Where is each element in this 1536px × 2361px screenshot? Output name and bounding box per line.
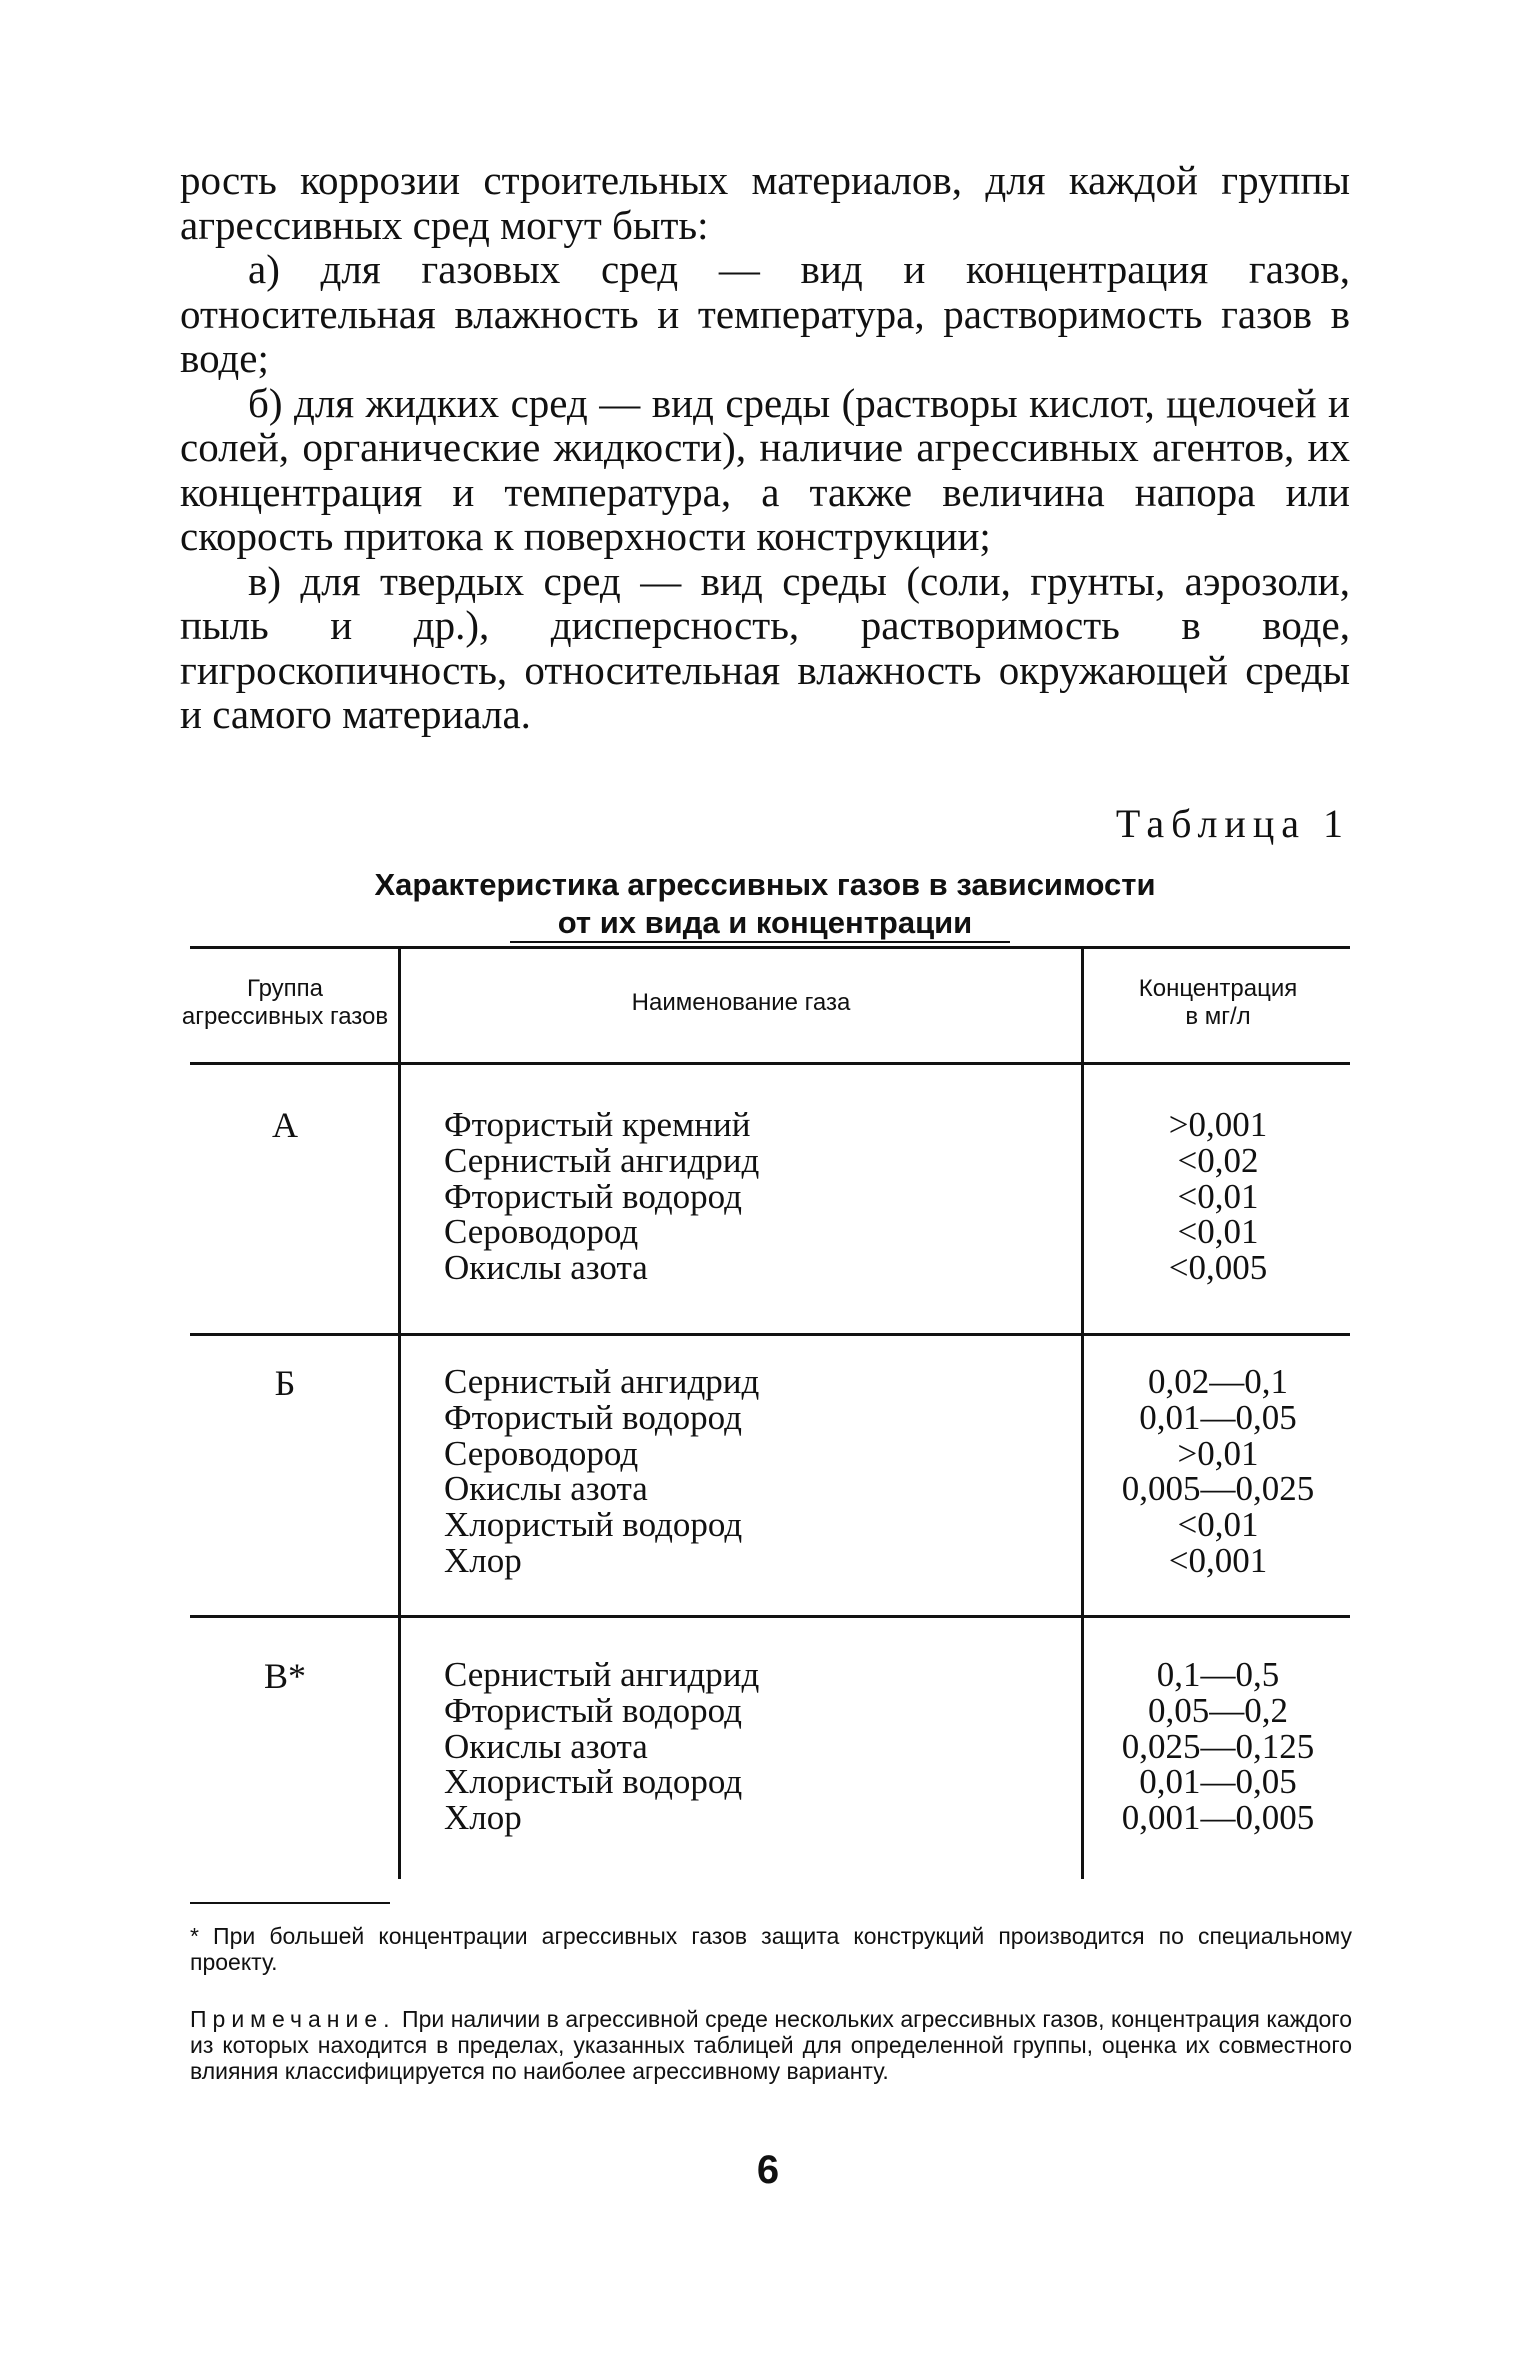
concentration-value: 0,001—0,005 <box>1121 1798 1315 1838</box>
note-label: Примечание. <box>190 2006 396 2032</box>
concentration-value: <0,001 <box>1168 1540 1268 1580</box>
concentration-value: 0,1—0,5 <box>1156 1655 1280 1694</box>
header-conc-line: Концентрация <box>1138 975 1298 1002</box>
table-title-line: Характеристика агрессивных газов в зависимости <box>374 867 1156 902</box>
concentration-value: >0,01 <box>1177 1433 1259 1473</box>
table-title <box>180 866 1350 942</box>
concentration-list <box>1086 1107 1350 1286</box>
concentration-value: 0,02—0,1 <box>1148 1362 1288 1401</box>
concentration-value: 0,025—0,125 <box>1121 1726 1315 1766</box>
gas-name: Сернистый ангидрид <box>444 1655 760 1694</box>
group-label: Б <box>274 1363 296 1403</box>
gas-name: Окислы азота <box>444 1726 648 1766</box>
table-top-rule <box>190 946 1350 949</box>
concentration-value: <0,01 <box>1177 1505 1259 1545</box>
group-label: В* <box>263 1656 306 1696</box>
note <box>190 2006 1352 2084</box>
group-divider <box>190 1333 1350 1336</box>
body-text <box>180 158 1350 737</box>
group-label: А <box>272 1105 298 1145</box>
title-underline <box>510 941 1010 943</box>
header-group: Группа агрессивных газов <box>181 975 389 1030</box>
gas-name: Хлористый водород <box>444 1505 743 1545</box>
concentration-value: <0,02 <box>1177 1140 1259 1180</box>
concentration-value: <0,01 <box>1177 1176 1259 1216</box>
gas-name: Фтористый кремний <box>444 1105 751 1144</box>
header-bottom-rule <box>190 1062 1350 1065</box>
concentration-value: 0,01—0,05 <box>1139 1762 1297 1802</box>
column-rule-left <box>398 947 401 1879</box>
concentration-value: <0,01 <box>1177 1212 1259 1252</box>
gas-name: Окислы азота <box>444 1248 648 1288</box>
gas-list <box>444 1107 759 1286</box>
gas-name: Хлористый водород <box>444 1762 743 1802</box>
footnote: * При большей концентрации агрессивных газов защита конструкций производится по специальному проекту. <box>190 1923 1352 1975</box>
table-title-line: от их вида и концентрации <box>557 905 973 940</box>
body-paragraph: а) для газовых сред — вид и концентрация газов, относительная влажность и температура, растворимость газов в воде; <box>180 246 1350 381</box>
gas-name: Хлор <box>444 1798 522 1838</box>
concentration-value: >0,001 <box>1168 1105 1268 1144</box>
note-text: При наличии в агрессивной среде нескольких агрессивных газов, концентрация каждого из которых находится в пределах, указанных таблицей для определенной группы, оценка их совместного влияния классифицируется по наиболее агрессивному варианту. <box>190 2006 1352 2084</box>
header-concentration <box>1086 975 1350 1031</box>
concentration-list <box>1086 1364 1350 1579</box>
body-paragraph: б) для жидких сред — вид среды (растворы кислот, щелочей и солей, органические жидкости), наличие агрессивных агентов, их концентрация и температура, а также величина напора или скорость притока к поверхности конструкции; <box>180 379 1350 559</box>
gas-name: Хлор <box>444 1540 522 1580</box>
gas-name: Сернистый ангидрид <box>444 1362 760 1401</box>
header-name: Наименование газа <box>631 989 851 1016</box>
gas-name: Сероводород <box>444 1212 639 1252</box>
gas-name: Фтористый водород <box>444 1176 742 1216</box>
gas-list <box>444 1657 759 1836</box>
gas-name: Окислы азота <box>444 1469 648 1509</box>
body-paragraph: в) для твердых сред — вид среды (соли, грунты, аэрозоли, пыль и др.), дисперсность, растворимость в воде, гигроскопичность, относительная влажность окружающей среды и самого материала. <box>180 557 1350 737</box>
body-paragraph: рость коррозии строительных материалов, для каждой группы агрессивных сред могут быть: <box>180 157 1350 248</box>
concentration-value: <0,005 <box>1168 1248 1268 1288</box>
header-conc-line: в мг/л <box>1185 1003 1251 1030</box>
gas-name: Фтористый водород <box>444 1690 742 1730</box>
column-rule-right <box>1081 947 1084 1879</box>
concentration-value: 0,005—0,025 <box>1121 1469 1315 1509</box>
page-number: 6 <box>756 2148 780 2192</box>
concentration-value: 0,01—0,05 <box>1139 1397 1297 1437</box>
group-divider <box>190 1615 1350 1618</box>
gas-name: Сернистый ангидрид <box>444 1140 760 1180</box>
gas-list <box>444 1364 759 1579</box>
gas-name: Фтористый водород <box>444 1397 742 1437</box>
gas-name: Сероводород <box>444 1433 639 1473</box>
concentration-list <box>1086 1657 1350 1836</box>
footnote-separator <box>190 1902 390 1904</box>
concentration-value: 0,05—0,2 <box>1148 1690 1288 1730</box>
table-label: Таблица 1 <box>1115 801 1350 846</box>
